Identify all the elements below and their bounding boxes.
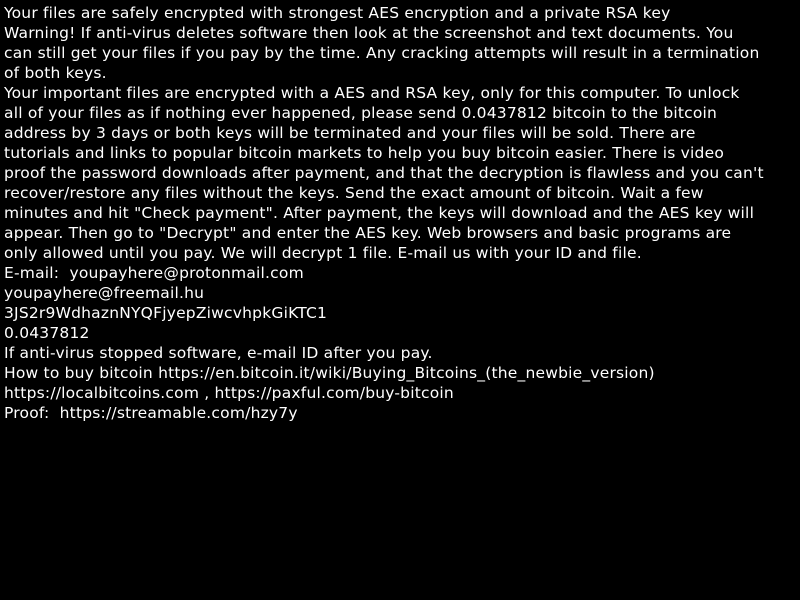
note-line-intro: Your files are safely encrypted with strongest AES encryption and a private RSA key <box>4 4 671 22</box>
note-line-warning-3: of both keys. <box>4 64 107 82</box>
note-line-instructions-7: minutes and hit "Check payment". After payment, the keys will download and the AES key will <box>4 204 755 222</box>
ransom-note-text-block <box>4 3 800 423</box>
note-line-instructions-1: Your important files are encrypted with a AES and RSA key, only for this computer. To unlock <box>4 84 740 102</box>
note-line-warning-1: Warning! If anti-virus deletes software then look at the screenshot and text documents. You <box>4 24 734 42</box>
note-line-instructions-4: tutorials and links to popular bitcoin markets to help you buy bitcoin easier. There is video <box>4 144 725 162</box>
note-line-warning-2: can still get your files if you pay by the time. Any cracking attempts will result in a termination <box>4 44 760 62</box>
note-line-instructions-8: appear. Then go to "Decrypt" and enter the AES key. Web browsers and basic programs are <box>4 224 732 242</box>
note-line-instructions-3: address by 3 days or both keys will be terminated and your files will be sold. There are <box>4 124 696 142</box>
note-line-instructions-9: only allowed until you pay. We will decrypt 1 file. E-mail us with your ID and file. <box>4 244 642 262</box>
note-line-bitcoin-amount: 0.0437812 <box>4 324 90 342</box>
note-line-antivirus-note: If anti-virus stopped software, e-mail ID after you pay. <box>4 344 433 362</box>
note-line-exchange-links: https://localbitcoins.com , https://paxful.com/buy-bitcoin <box>4 384 454 402</box>
note-line-email-primary: E-mail: youpayhere@protonmail.com <box>4 264 304 282</box>
note-line-howto-buy-link: How to buy bitcoin https://en.bitcoin.it/wiki/Buying_Bitcoins_(the_newbie_version) <box>4 364 655 382</box>
note-line-bitcoin-address: 3JS2r9WdhaznNYQFjyepZiwcvhpkGiKTC1 <box>4 304 328 322</box>
note-line-email-secondary: youpayhere@freemail.hu <box>4 284 205 302</box>
note-line-instructions-2: all of your files as if nothing ever happened, please send 0.0437812 bitcoin to the bitcoin <box>4 104 718 122</box>
note-line-instructions-6: recover/restore any files without the keys. Send the exact amount of bitcoin. Wait a few <box>4 184 704 202</box>
note-line-proof-link: Proof: https://streamable.com/hzy7y <box>4 404 298 422</box>
note-line-instructions-5: proof the password downloads after payment, and that the decryption is flawless and you can't <box>4 164 764 182</box>
